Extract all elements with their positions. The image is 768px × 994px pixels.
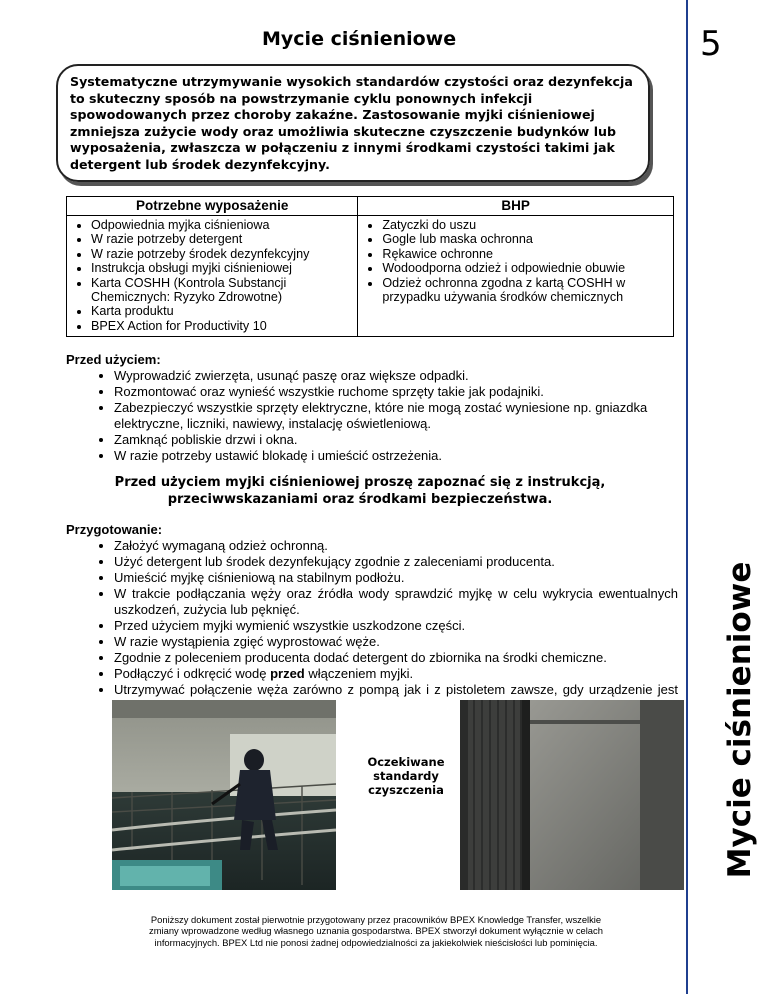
before-use-item: • Wyprowadzić zwierzęta, usunąć paszę oraz większe odpadki. (114, 368, 678, 384)
bhp-header: BHP (358, 197, 674, 216)
connect-text-bold: przed (270, 666, 305, 681)
before-use-item: • Zabezpieczyć wszystkie sprzęty elektryczne, które nie mogą zostać wyniesione np. gniazdka elektryczne, liczniki, nawiewy, instalację oświetleniową. (114, 400, 678, 432)
footer-disclaimer: Poniższy dokument został pierwotnie przygotowany przez pracowników BPEX Knowledge Transfer, wszelkie zmiany wprowadzone według własnego uznania gospodarstwa. BPEX stworzył dokument wyłącznie w celach informacyjnych. BPEX Ltd nie ponosi żadnej odpowiedzialności za jakiekolwiek nieścisłości lub pominięcia. (149, 914, 603, 948)
page-number: 5 (700, 24, 722, 64)
bhp-item: • Zatyczki do uszu (382, 218, 671, 232)
equipment-header: Potrzebne wyposażenie (67, 197, 358, 216)
connect-text-after: włączeniem myjki. (304, 666, 414, 681)
bhp-item: • Wodoodporna odzież i odpowiednie obuwie (382, 261, 671, 275)
photo-barn-washing (112, 700, 336, 890)
intro-text: Systematyczne utrzymywanie wysokich standardów czystości oraz dezynfekcja to skuteczny sposób na powstrzymanie cyklu ponownych infekcji spowodowanych przez choroby zakaźne. Zastosowanie myjki ciśnieniowej zmniejsza zużycie wody oraz umożliwia skuteczne czyszczenie budynków lub wyposażenia, zwłaszcza w połączeniu z innymi środkami czystości takimi jak detergent lub środek dezynfekcyjny. (70, 74, 633, 172)
safety-warning: Przed użyciem myjki ciśnieniowej proszę zapoznać się z instrukcją, przeciwwskazaniami oraz środkami bezpieczeństwa. (114, 475, 606, 507)
preparation-item: • Użyć detergent lub środek dezynfekujący zgodnie z zaleceniami producenta. (114, 554, 678, 570)
preparation-item: • W razie wystąpienia zgięć wyprostować węże. (114, 634, 678, 650)
before-use-section (66, 352, 678, 464)
equipment-item: • W razie potrzeby detergent (91, 232, 355, 246)
preparation-item-water (114, 666, 678, 682)
equipment-item: • BPEX Action for Productivity 10 (91, 319, 355, 333)
intro-box (56, 64, 650, 182)
preparation-item: • W trakcie podłączania węży oraz źródła wody sprawdzić myjkę w celu wykrycia ewentualnych uszkodzeń, zużycia lub pęknięć. (114, 586, 678, 618)
preparation-item: • Przed użyciem myjki wymienić wszystkie uszkodzone części. (114, 618, 678, 634)
connect-text-before: Podłączyć i odkręcić wodę (114, 666, 271, 681)
preparation-list (66, 538, 678, 714)
preparation-item: • Założyć wymaganą odzież ochronną. (114, 538, 678, 554)
clean-pen-illustration (460, 700, 684, 890)
photo-clean-pen (460, 700, 684, 890)
equipment-list (69, 218, 355, 333)
bhp-item: • Rękawice ochronne (382, 247, 671, 261)
before-use-item: • Rozmontować oraz wynieść wszystkie ruchome sprzęty takie jak podajniki. (114, 384, 678, 400)
photo-caption: Oczekiwane standardy czyszczenia (367, 755, 445, 797)
equipment-item: • Karta COSHH (Kontrola Substancji Chemicznych: Ryzyko Zdrowotne) (91, 276, 355, 305)
side-vertical-title: Mycie ciśnieniowe (722, 561, 758, 879)
preparation-item: • Utrzymywać połączenie węża zarówno z pompą jak i z pistoletem zawsze, gdy urządzenie jest (114, 682, 678, 714)
before-use-list (66, 368, 678, 464)
bhp-item: • Gogle lub maska ochronna (382, 232, 671, 246)
equipment-cell (67, 216, 358, 337)
preparation-heading: Przygotowanie: (66, 522, 163, 537)
preparation-section (66, 522, 678, 714)
equipment-item: • W razie potrzeby środek dezynfekcyjny (91, 247, 355, 261)
equipment-item: • Karta produktu (91, 304, 355, 318)
barn-washing-illustration (112, 700, 336, 890)
before-use-item: • W razie potrzeby ustawić blokadę i umieścić ostrzeżenia. (114, 448, 678, 464)
before-use-item: • Zamknąć pobliskie drzwi i okna. (114, 432, 678, 448)
preparation-item: • Umieścić myjkę ciśnieniową na stabilnym podłożu. (114, 570, 678, 586)
bhp-item: • Odzież ochronna zgodna z kartą COSHH w przypadku używania środków chemicznych (382, 276, 671, 305)
equipment-table (66, 196, 674, 337)
bhp-cell (358, 216, 674, 337)
page-title: Mycie ciśnieniowe (262, 28, 457, 50)
bhp-list (360, 218, 671, 304)
before-use-heading: Przed użyciem: (66, 352, 161, 367)
equipment-item: • Instrukcja obsługi myjki ciśnieniowej (91, 261, 355, 275)
side-divider-line (686, 0, 688, 994)
preparation-item: • Zgodnie z poleceniem producenta dodać detergent do zbiornika na środki chemiczne. (114, 650, 678, 666)
equipment-item: • Odpowiednia myjka ciśnieniowa (91, 218, 355, 232)
